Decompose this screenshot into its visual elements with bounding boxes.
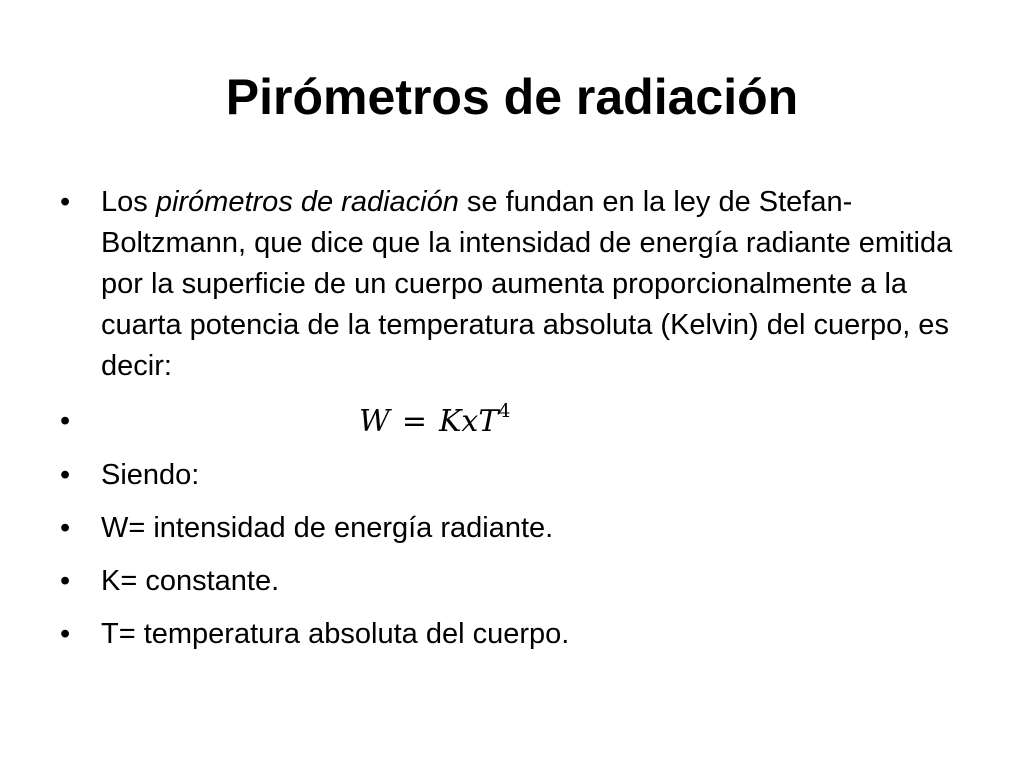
intro-text-italic: pirómetros de radiación — [155, 186, 459, 218]
formula-equals: = — [401, 404, 427, 439]
formula-rhs: KxT — [438, 404, 499, 439]
bullet-text: Siendo: — [101, 459, 200, 491]
intro-text-end: se fundan en la ley de Stefan-Boltzmann, que dice que la intensidad de energía radiante emitida por la superficie de un cuerpo aumenta proporcionalmente a la cuarta potencia de la temperatura absoluta (Kelvin) del cuerpo, es decir: — [101, 186, 953, 382]
bullet-text: W= intensidad de energía radiante. — [101, 512, 554, 544]
intro-text-start: Los — [101, 186, 156, 218]
formula-exponent: 4 — [498, 400, 511, 422]
bullet-formula — [60, 401, 960, 443]
slide-title: Pirómetros de radiación — [225, 69, 799, 125]
bullet-text: T= temperatura absoluta del cuerpo. — [101, 618, 570, 650]
bullet-k-definition — [60, 561, 960, 602]
bullet-w-definition — [60, 508, 960, 549]
bullet-siendo — [60, 455, 960, 496]
bullet-icon: • — [60, 618, 71, 650]
bullet-text: K= constante. — [101, 565, 280, 597]
bullet-icon: • — [60, 565, 71, 597]
bullet-icon: • — [60, 459, 71, 491]
bullet-t-definition — [60, 614, 960, 655]
bullet-icon: • — [60, 512, 71, 544]
bullet-list — [60, 182, 960, 667]
bullet-icon: • — [60, 405, 71, 437]
bullet-intro — [60, 182, 960, 387]
bullet-icon: • — [60, 186, 71, 218]
stefan-boltzmann-formula — [359, 401, 510, 442]
formula-lhs: W — [359, 404, 390, 439]
